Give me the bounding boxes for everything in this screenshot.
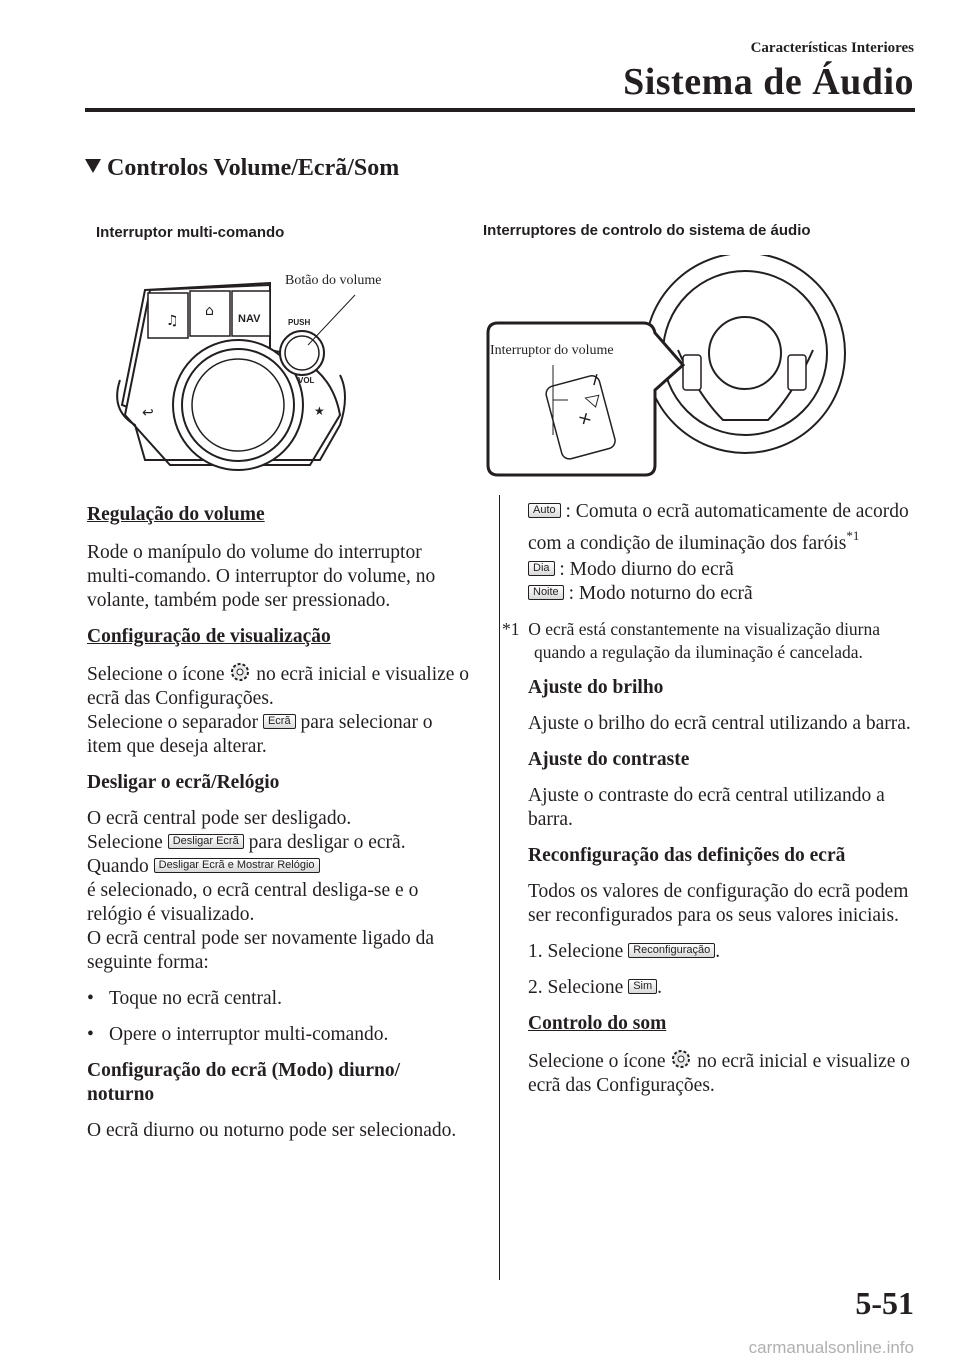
heading-volume: Regulação do volume xyxy=(87,504,265,525)
nav-label: NAV xyxy=(238,313,261,325)
display-config-paragraph: Selecione o ícone no ecrã inicial e visualize o ecrã das Configurações. Selecione o separador Ecrã para selecionar o item que deseja alterar. xyxy=(87,661,472,759)
reset-step-1: 1. Selecione Reconfiguração . xyxy=(528,941,721,962)
svg-text:♫: ♫ xyxy=(166,313,179,329)
bullet-item: • Opere o interruptor multi-comando. xyxy=(87,1023,472,1047)
day-button: Dia xyxy=(528,561,555,576)
heading-sound-control: Controlo do som xyxy=(528,1013,667,1034)
day-night-paragraph: O ecrã diurno ou noturno pode ser selecionado. xyxy=(87,1120,457,1141)
push-label: PUSH xyxy=(288,318,311,327)
heading-brightness: Ajuste do brilho xyxy=(528,677,664,698)
reset-step-2: 2. Selecione Sim . xyxy=(528,977,663,998)
screen-off-button: Desligar Ecrã xyxy=(168,834,244,849)
auto-button: Auto xyxy=(528,503,561,518)
section-title xyxy=(85,155,399,182)
header-rule xyxy=(85,108,915,112)
steering-wheel-figure xyxy=(483,255,863,480)
left-column xyxy=(87,503,472,1143)
day-item: Dia : Modo diurno do ecrã xyxy=(528,558,918,582)
right-column xyxy=(502,500,918,1098)
gear-icon xyxy=(670,1048,692,1070)
page-number: 5-51 xyxy=(855,1285,914,1321)
multi-command-switch-figure xyxy=(110,265,430,480)
section-title-text: Controlos Volume/Ecrã/Som xyxy=(107,155,400,181)
ecra-tab-button: Ecrã xyxy=(263,714,296,729)
reset-paragraph: Todos os valores de configuração do ecrã podem ser reconfigurados para os seus valores iniciais. xyxy=(528,881,909,926)
reset-button: Reconfiguração xyxy=(628,943,715,958)
heading-screen-off: Desligar o ecrã/Relógio xyxy=(87,772,280,793)
svg-text:⌂: ⌂ xyxy=(205,303,214,319)
yes-button: Sim xyxy=(628,979,657,994)
vol-label: VOL xyxy=(298,376,315,385)
volume-paragraph: Rode o manípulo do volume do interruptor multi-comando. O interruptor do volume, no volante, também pode ser pressionado. xyxy=(87,542,436,611)
heading-day-night: Configuração do ecrã (Modo) diurno/ noturno xyxy=(87,1060,401,1105)
bullet-item: • Toque no ecrã central. xyxy=(87,987,472,1011)
svg-text:+ △ −: + △ − xyxy=(572,369,608,429)
volume-switch-label: Interruptor do volume xyxy=(490,343,614,358)
heading-display-config: Configuração de visualização xyxy=(87,626,331,647)
triangle-icon xyxy=(85,159,101,173)
chapter-label: Características Interiores xyxy=(750,40,914,56)
screen-off-paragraph: O ecrã central pode ser desligado. Selecione Desligar Ecrã para desligar o ecrã. Quando Desligar Ecrã e Mostrar Relógio é selecionado, o ecrã central desliga-se e o relógio é visualizado. O ecrã central pode ser novamente ligado da seguinte forma: xyxy=(87,808,435,973)
column-divider xyxy=(499,495,500,1280)
gear-icon xyxy=(229,661,251,683)
svg-text:★: ★ xyxy=(314,404,325,418)
auto-item: Auto : Comuta o ecrã automaticamente de acordo com a condição de iluminação dos faróis$^{*1}$ xyxy=(528,501,909,554)
svg-text:↩: ↩ xyxy=(142,405,154,421)
sound-control-paragraph: Selecione o ícone no ecrã inicial e visualize o ecrã das Configurações. xyxy=(528,1048,918,1098)
brightness-paragraph: Ajuste o brilho do ecrã central utilizando a barra. xyxy=(528,713,911,734)
heading-reset: Reconfiguração das definições do ecrã xyxy=(528,845,846,866)
night-item: Noite : Modo noturno do ecrã xyxy=(528,582,918,606)
footnote: *1 O ecrã está constantemente na visualização diurna quando a regulação da iluminação é cancelada. xyxy=(502,619,881,662)
contrast-paragraph: Ajuste o contraste do ecrã central utilizando a barra. xyxy=(528,785,885,830)
left-figure-caption: Interruptor multi-comando xyxy=(96,224,285,241)
screen-off-clock-button: Desligar Ecrã e Mostrar Relógio xyxy=(154,858,320,873)
page-title: Sistema de Áudio xyxy=(623,61,914,103)
heading-contrast: Ajuste do contraste xyxy=(528,749,690,770)
volume-knob-label: Botão do volume xyxy=(285,273,382,288)
night-button: Noite xyxy=(528,585,564,600)
watermark: carmanualsonline.info xyxy=(748,1338,914,1357)
right-figure-caption: Interruptores de controlo do sistema de áudio xyxy=(483,222,811,239)
